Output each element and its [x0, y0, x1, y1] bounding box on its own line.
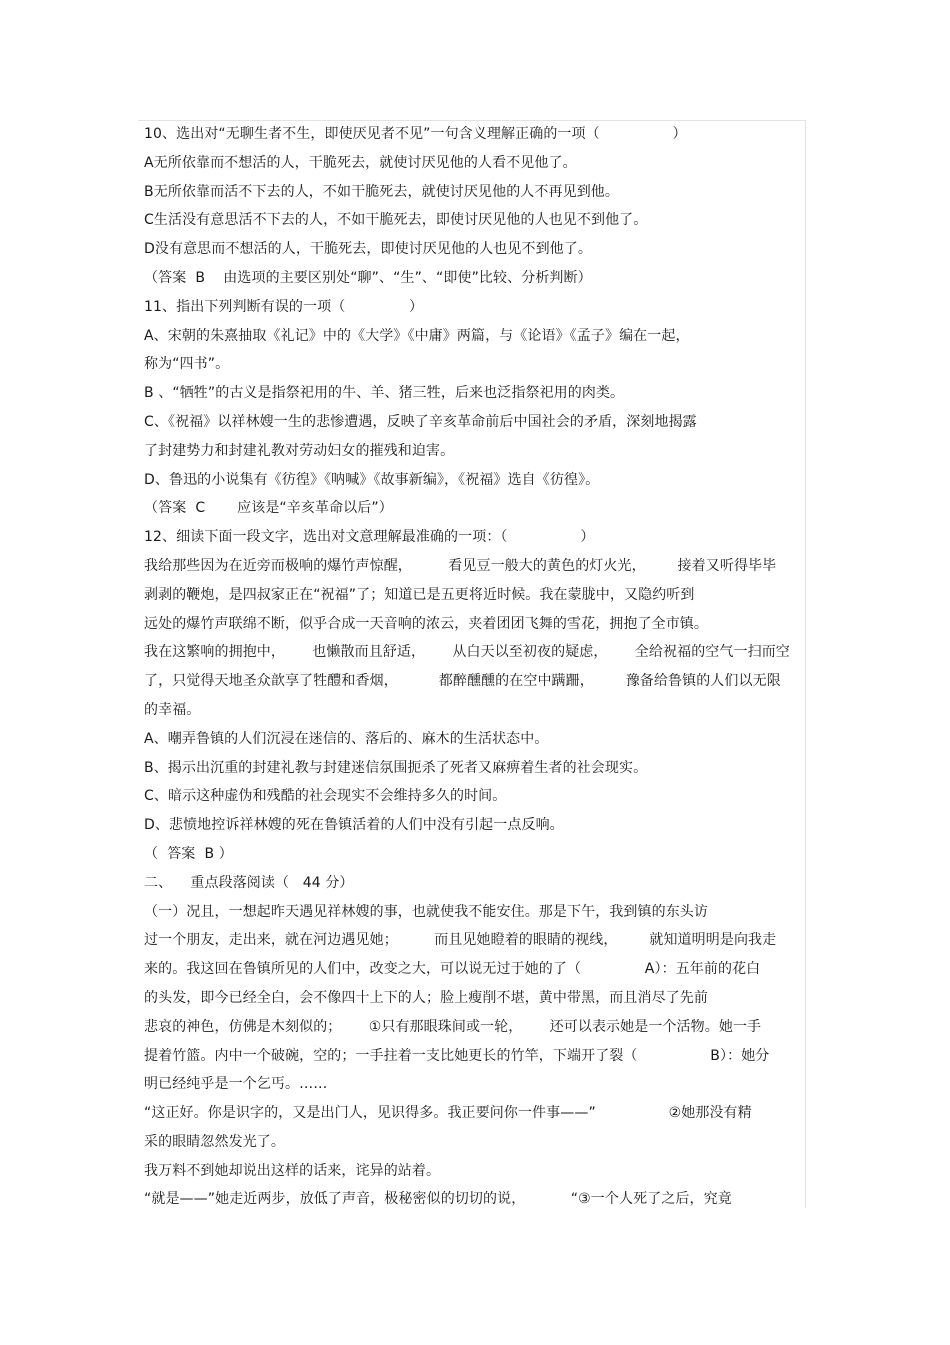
- text-line: 远处的爆竹声联绵不断，似乎合成一天音响的浓云，夹着团团飞舞的雪花，拥抱了全市镇。: [144, 615, 708, 632]
- text-line: （答案 B 由选项的主要区别处“聊”、“生”、“即使”比较、分析判断）: [144, 269, 592, 286]
- text-line: 12、细读下面一段文字，选出对文意理解最准确的一项：（ ）: [144, 529, 595, 546]
- text-line: B、揭示出沉重的封建礼教与封建迷信氛围扼杀了死者又麻痹着生者的社会现实。: [144, 759, 648, 776]
- text-line: 称为“四书”。: [144, 356, 230, 373]
- text-line: 10、选出对“无聊生者不生，即使厌见者不见”一句含义理解正确的一项（ ）: [144, 126, 687, 142]
- text-line: D、悲愤地控诉祥林嫂的死在鲁镇活着的人们中没有引起一点反响。: [144, 817, 564, 834]
- text-line: 剥剥的鞭炮，是四叔家正在“祝福”了；知道已是五更将近时候。我在蒙胧中，又隐约听到: [144, 586, 695, 603]
- text-line: “这正好。你是识字的，又是出门人，见识得多。我正要问你一件事——” ②她那没有精: [144, 1105, 752, 1122]
- text-line: 二、 重点段落阅读（ 44 分）: [144, 874, 354, 891]
- text-line: 的头发，即今已经全白，会不像四十上下的人；脸上瘦削不堪，黄中带黑，而且消尽了先前: [144, 989, 708, 1006]
- text-line: 我万料不到她却说出这样的话来，诧异的站着。: [144, 1162, 441, 1179]
- text-line: 了，只觉得天地圣众歆享了牲醴和香烟， 都醉醺醺的在空中蹒跚， 豫备给鲁镇的人们以无限: [144, 673, 781, 690]
- text-line: （答案 C 应该是“辛亥革命以后”）: [144, 500, 393, 517]
- text-line: A无所依靠而不想活的人，干脆死去，就使讨厌见他的人看不见他了。: [144, 154, 577, 171]
- text-line: D没有意思而不想活的人，干脆死去，即使讨厌见他的人也见不到他了。: [144, 241, 592, 258]
- text-line: 我在这繁响的拥抱中， 也懒散而且舒适， 从白天以至初夜的疑虑， 全给祝福的空气一扫而空: [144, 644, 790, 661]
- text-line: B无所依靠而活不下去的人，不如干脆死去，就使讨厌见他的人不再见到他。: [144, 183, 620, 200]
- text-line: C、暗示这种虚伪和残酷的社会现实不会维持多久的时间。: [144, 788, 507, 805]
- document-body: [144, 120, 816, 1214]
- text-line: （ 答案 B ）: [144, 845, 233, 862]
- text-line: 悲哀的神色，仿佛是木刻似的； ①只有那眼珠间或一轮， 还可以表示她是一个活物。她一手: [144, 1018, 762, 1035]
- text-line: D、鲁迅的小说集有《彷徨》《呐喊》《故事新编》，《祝福》选自《彷徨》。: [144, 471, 600, 488]
- text-line: 过一个朋友，走出来，就在河边遇见她； 而且见她瞪着的眼睛的视线， 就知道明明是向我走: [144, 932, 777, 949]
- text-line: 提着竹篮。内中一个破碗，空的；一手拄着一支比她更长的竹竿，下端开了裂（ B）：她分: [144, 1047, 770, 1064]
- text-line: 11、指出下列判断有误的一项（ ）: [144, 298, 424, 315]
- text-line: C、《祝福》以祥林嫂一生的悲惨遭遇，反映了辛亥革命前后中国社会的矛盾，深刻地揭露: [144, 413, 697, 430]
- text-line: A、宋朝的朱熹抽取《礼记》中的《大学》《中庸》两篇，与《论语》《孟子》编在一起，: [144, 327, 690, 344]
- text-line: 采的眼睛忽然发光了。: [144, 1133, 285, 1150]
- text-line: A、嘲弄鲁镇的人们沉浸在迷信的、落后的、麻木的生活状态中。: [144, 730, 549, 747]
- text-line: 我给那些因为在近旁而极响的爆竹声惊醒， 看见豆一般大的黄色的灯火光， 接着又听得毕毕: [144, 557, 777, 574]
- text-line: 了封建势力和封建礼教对劳动妇女的摧残和迫害。: [144, 442, 455, 459]
- text-line: （一）况且，一想起昨天遇见祥林嫂的事，也就使我不能安住。那是下午，我到镇的东头访: [144, 903, 708, 920]
- text-line: C生活没有意思活不下去的人，不如干脆死去，即使讨厌见他的人也见不到他了。: [144, 212, 648, 229]
- text-line: “就是——”她走近两步，放低了声音，极秘密似的切切的说， “③一个人死了之后，究竟: [144, 1191, 732, 1208]
- text-line: 来的。我这回在鲁镇所见的人们中，改变之大，可以说无过于她的了（ A）：五年前的花白: [144, 961, 761, 978]
- text-line: 明已经纯乎是一个乞丐。……: [144, 1076, 328, 1093]
- text-line: B 、“牺牲”的古义是指祭祀用的牛、羊、猪三牲，后来也泛指祭祀用的肉类。: [144, 385, 625, 402]
- text-line: 的幸福。: [144, 701, 201, 718]
